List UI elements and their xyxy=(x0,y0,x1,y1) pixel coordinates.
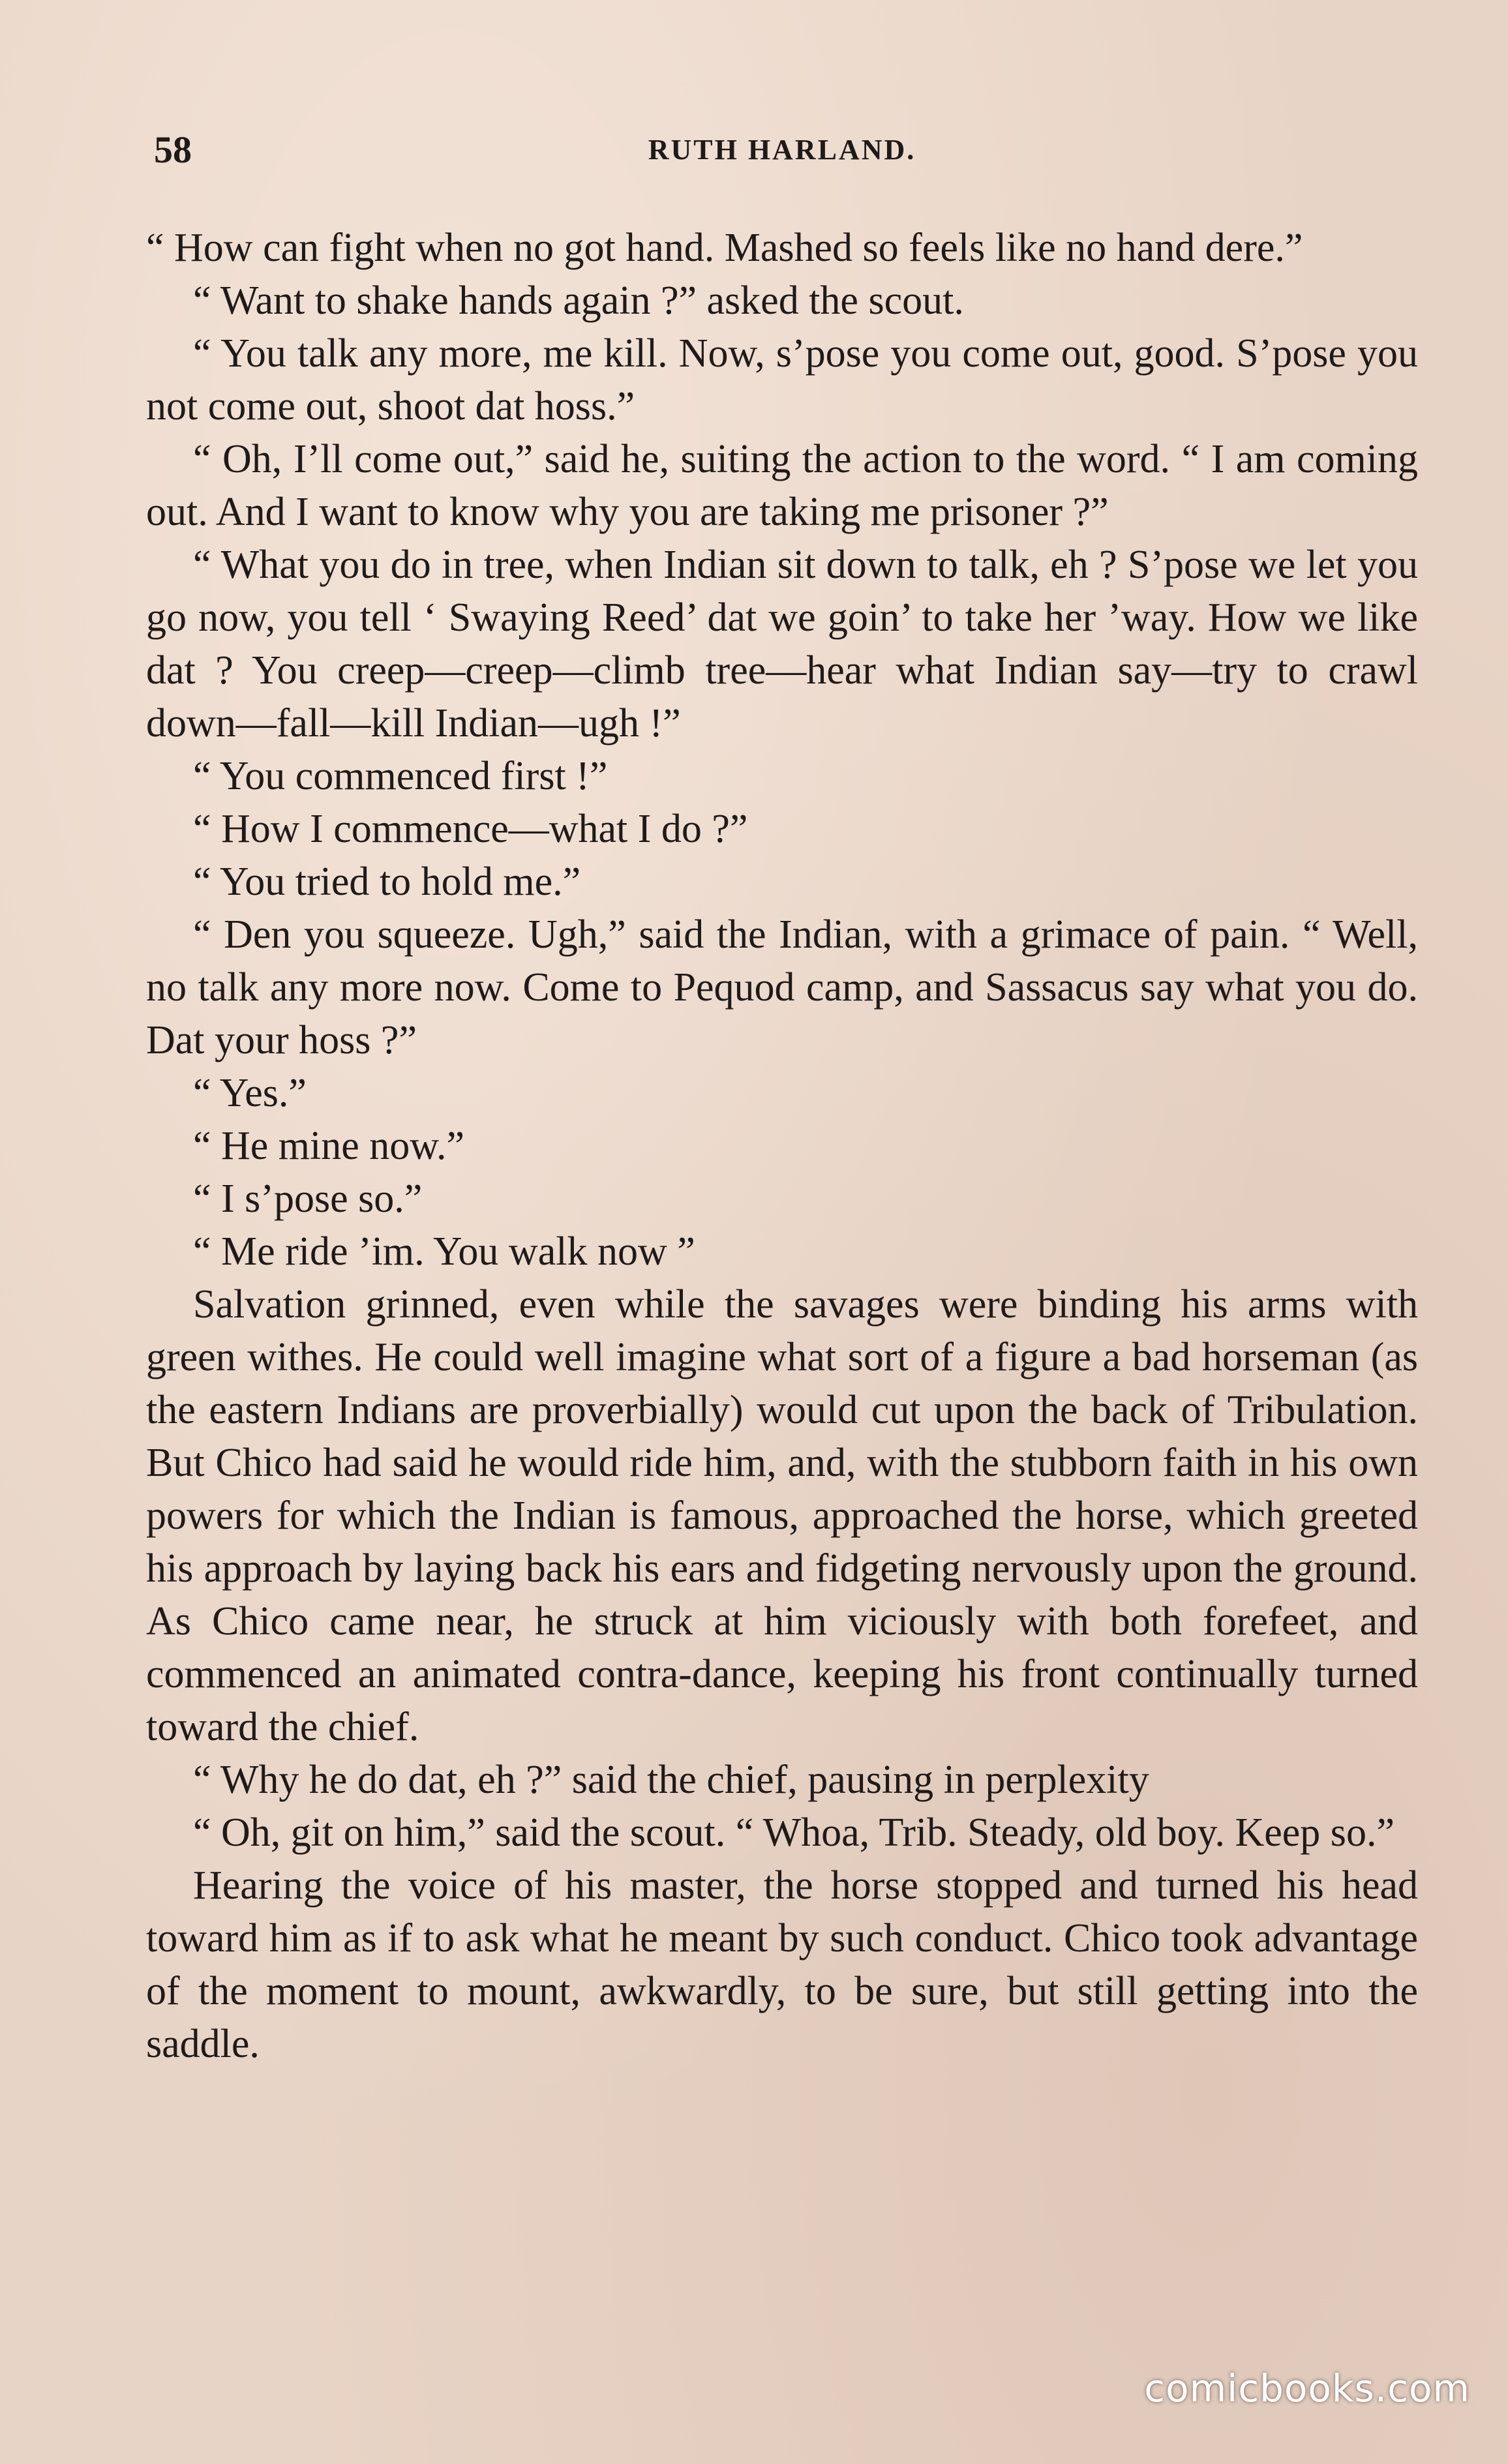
page-header xyxy=(154,128,1410,180)
paragraph: “ Oh, I’ll come out,” said he, suiting the action to the word. “ I am coming out. And I want to know why you are taking me prisoner ?” xyxy=(146,437,1418,534)
page-number: 58 xyxy=(154,128,192,171)
paragraph: “ You tried to hold me.” xyxy=(193,860,581,904)
paragraph: Salvation grinned, even while the savages were binding his arms with green withes. He could well imagine what sort of a figure a bad horseman (as the eastern Indians are proverbially) would cut upon the back of Tribulation. But Chico had said he would ride him, and, with the stubborn faith in his own powers for which the Indian is famous, approached the horse, which greeted his approach by laying back his ears and fidgeting nervously upon the ground. As Chico came near, he struck at him viciously with both forefeet, and commenced an animated contra-dance, keeping his front continually turned toward the chief. xyxy=(146,1282,1418,1749)
watermark: comicbooks.com xyxy=(1144,2366,1470,2411)
paragraph: “ Want to shake hands again ?” asked the scout. xyxy=(193,278,964,323)
paragraph: “ Me ride ’im. You walk now ” xyxy=(193,1229,695,1274)
paragraph: “ How can fight when no got hand. Mashed so feels like no hand dere.” xyxy=(146,226,1303,270)
running-head: RUTH HARLAND. xyxy=(648,134,916,166)
paragraph: “ He mine now.” xyxy=(193,1124,465,1168)
paragraph: “ I s’pose so.” xyxy=(193,1177,423,1221)
paragraph: Hearing the voice of his master, the horse stopped and turned his head toward him as if to ask what he meant by such conduct. Chico took advantage of the moment to mount, awkwardly, to be sure, but still getting into the saddle. xyxy=(146,1863,1418,2066)
paragraph: “ You commenced first !” xyxy=(193,754,608,798)
paragraph: “ Yes.” xyxy=(193,1071,307,1115)
paragraph: “ You talk any more, me kill. Now, s’pose you come out, good. S’pose you not come out, shoot dat hoss.” xyxy=(146,331,1418,428)
paragraph: “ How I commence—what I do ?” xyxy=(193,807,748,851)
paragraph: “ What you do in tree, when Indian sit down to talk, eh ? S’pose we let you go now, you tell ‘ Swaying Reed’ dat we goin’ to take her ’way. How we like dat ? You creep—creep—climb tree—hear what Indian say—try to crawl down—fall—kill Indian—ugh !” xyxy=(146,543,1418,745)
body-text xyxy=(146,222,1418,2071)
paragraph: “ Oh, git on him,” said the scout. “ Whoa, Trib. Steady, old boy. Keep so.” xyxy=(193,1810,1395,1855)
paragraph: “ Why he do dat, eh ?” said the chief, pausing in perplexity xyxy=(193,1758,1149,1802)
paragraph: “ Den you squeeze. Ugh,” said the Indian, with a grimace of pain. “ Well, no talk any more now. Come to Pequod camp, and Sassacus say what you do. Dat your hoss ?” xyxy=(146,912,1418,1062)
